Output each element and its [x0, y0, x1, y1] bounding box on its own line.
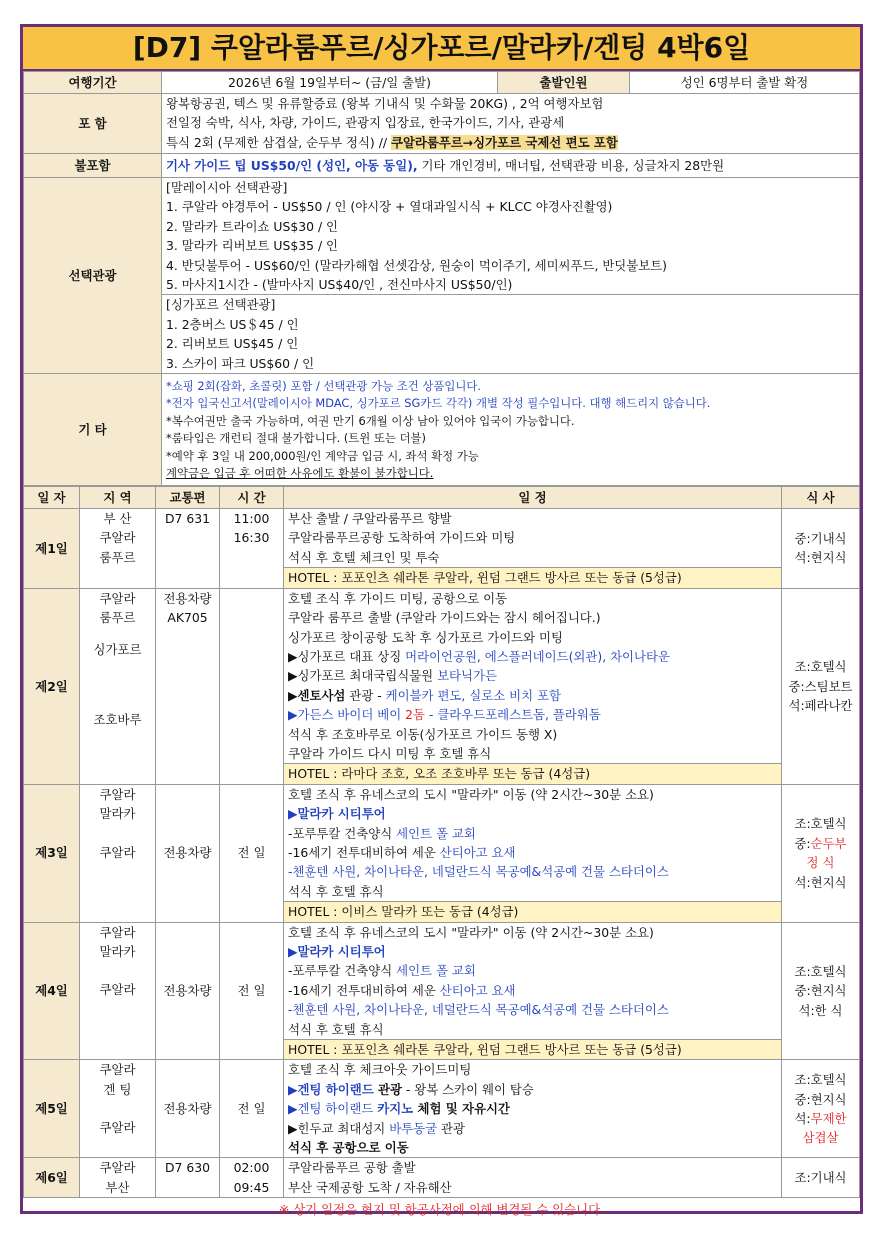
- place-text: 쿠알라: [99, 1120, 136, 1136]
- day4-trans: 전용차량: [156, 922, 220, 1060]
- include-line: 전일정 숙박, 식사, 차량, 가이드, 관광지 입장료, 한국가이드, 기사, 관광세: [166, 115, 565, 131]
- time-text: 02:00: [233, 1160, 270, 1176]
- meal-text: 석:현지식: [794, 550, 847, 566]
- day1-hotel: HOTEL : 포포인츠 쉐라톤 쿠알라, 윈덤 그랜드 방사르 또는 동급 (5성급): [284, 568, 782, 588]
- day1-plan: [284, 509, 782, 568]
- plan-highlight: 산티아고 요새: [439, 844, 516, 860]
- place-text: 쿠알라: [99, 786, 136, 802]
- option-item: 3. 말라카 리버보트 US$35 / 인: [166, 238, 339, 254]
- plan-text: 관광 -: [345, 687, 386, 703]
- option-item: 5. 마사지1시간 - (발마사지 US$40/인 , 전신마사지 US$50/인): [166, 277, 513, 293]
- day1-trans: D7 631: [156, 509, 220, 589]
- include-line: [166, 133, 855, 152]
- day1-time: [220, 509, 284, 589]
- plan-line: 석식 후 조호바루로 이동(싱가포르 가이드 동행 X): [288, 726, 558, 742]
- plan-text: ▶센토사섬: [288, 687, 346, 703]
- day2-label: 제2일: [24, 588, 80, 784]
- time-text: 16:30: [233, 530, 270, 546]
- meal-text: 조:호텔식: [794, 963, 847, 979]
- option-item: 2. 말라카 트라이쇼 US$30 / 인: [166, 218, 339, 234]
- meal-text: 중:스팀보트: [788, 678, 853, 694]
- meal-text: 석:현지식: [794, 874, 847, 890]
- plan-line: 호텔 조식 후 유네스코의 도시 "말라카" 이동 (약 2시간~30분 소요): [288, 924, 654, 940]
- plan-highlight: 세인트 폴 교회: [396, 963, 476, 979]
- day1-label: 제1일: [24, 509, 80, 589]
- day6-place: [80, 1158, 156, 1198]
- page-title: [D7] 쿠알라룸푸르/싱가포르/말라카/겐팅 4박6일: [23, 27, 860, 71]
- meal-prefix: 석:: [794, 1110, 811, 1126]
- place-text: 쿠알라: [99, 982, 136, 998]
- plan-line: 호텔 조식 후 가이드 미팅, 공항으로 이동: [288, 590, 508, 606]
- day1-place: [80, 509, 156, 589]
- place-text: 쿠알라: [99, 1160, 136, 1176]
- plan-line: ▶말라카 시티투어: [288, 806, 386, 822]
- day3-trans: 전용차량: [156, 784, 220, 922]
- day4-label: 제4일: [24, 922, 80, 1060]
- day6-meal: 조:기내식: [782, 1158, 860, 1198]
- plan-highlight: 카지노: [377, 1101, 414, 1117]
- place-text: 말라카: [99, 806, 136, 822]
- pax-label: 출발인원: [498, 72, 630, 94]
- meal-text: 조:호텔식: [794, 816, 847, 832]
- footnote: ※ 상기 일정은 현지 및 항공사정에 의해 변경될 수 있습니다.: [278, 1202, 605, 1218]
- plan-text: ▶싱가포르 최대국립식물원: [288, 668, 438, 684]
- plan-line: [288, 961, 777, 980]
- day3-time: 전 일: [220, 784, 284, 922]
- place-text: 쿠알라: [99, 924, 136, 940]
- day2-trans: [156, 588, 220, 784]
- plan-text: 관광: [437, 1120, 465, 1136]
- day6-trans: D7 630: [156, 1158, 220, 1198]
- plan-text: -16세기 전투대비하여 세운: [288, 844, 440, 860]
- options-singapore: [162, 295, 860, 374]
- itinerary-document: [20, 24, 863, 1218]
- day4-time: 전 일: [220, 922, 284, 1060]
- plan-highlight: 세인트 폴 교회: [396, 825, 476, 841]
- exclude-content: [162, 154, 860, 178]
- meal-text: 조:호텔식: [794, 659, 847, 675]
- plan-line: [288, 647, 777, 666]
- option-item: 1. 쿠알라 야경투어 - US$50 / 인 (야시장 + 열대과일시식 + KLCC 야경사진촬영): [166, 199, 613, 215]
- exclude-tip-highlight: 기사 가이드 팁 US$50/인 (성인, 아동 동일),: [166, 157, 418, 173]
- options-singapore-title: [싱가포르 선택관광]: [166, 297, 276, 313]
- etc-content: [162, 374, 860, 486]
- plan-line: 석식 후 호텔 체크인 및 투숙: [288, 549, 440, 565]
- plan-highlight: ▶겐팅 하이랜드: [288, 1101, 378, 1117]
- plan-line: 싱가포르 창이공항 도착 후 싱가포르 가이드와 미팅: [288, 629, 563, 645]
- trans-text: AK705: [167, 610, 208, 626]
- place-text: 말라카: [99, 944, 136, 959]
- exclude-rest: 기타 개인경비, 매너팁, 선택관광 비용, 싱글차지 28만원: [417, 157, 725, 173]
- include-meals: 특식 2회 (무제한 삼겹살, 순두부 정식) //: [166, 134, 391, 150]
- etc-line: *쇼핑 2회(잡화, 초콜릿) 포함 / 선택관광 가능 조건 상품입니다.: [166, 379, 481, 394]
- day5-time: 전 일: [220, 1060, 284, 1158]
- day5-plan: [284, 1060, 782, 1158]
- day2-place: [80, 588, 156, 784]
- etc-line: *전자 입국신고서(말레이시아 MDAC, 싱가포르 SG카드 각각) 개별 작성 필수입니다. 대행 해드리지 않습니다.: [166, 396, 711, 411]
- day4-plan: [284, 922, 782, 1039]
- day6-plan: [284, 1158, 782, 1198]
- etc-line: 계약금은 입금 후 어떠한 사유에도 환불이 불가합니다.: [166, 466, 434, 481]
- sched-head-place: 지 역: [80, 487, 156, 509]
- day2-hotel: HOTEL : 라마다 조호, 오조 조호바루 또는 동급 (4성급): [284, 764, 782, 784]
- day1-meal: [782, 509, 860, 589]
- plan-line: [288, 824, 777, 843]
- day6-label: 제6일: [24, 1158, 80, 1198]
- include-content: [162, 94, 860, 154]
- etc-label: 기 타: [24, 374, 162, 486]
- etc-line: *복수여권만 출국 가능하며, 여권 만기 6개월 이상 남아 있어야 입국이 가능합니다.: [166, 413, 575, 428]
- day4-hotel: HOTEL : 포포인츠 쉐라톤 쿠알라, 윈덤 그랜드 방사르 또는 동급 (5성급): [284, 1040, 782, 1060]
- plan-line: 석식 후 공항으로 이동: [288, 1140, 409, 1156]
- plan-line: 석식 후 호텔 휴식: [288, 1021, 384, 1037]
- plan-text: -포루투칼 건축양식: [288, 825, 397, 841]
- day5-trans: 전용차량: [156, 1060, 220, 1158]
- option-item: 3. 스카이 파크 US$60 / 인: [166, 355, 315, 371]
- day3-place: [80, 784, 156, 922]
- etc-line: *룸타입은 개런티 절대 불가합니다. (트윈 또는 더블): [166, 431, 426, 446]
- day5-meal: [782, 1060, 860, 1158]
- place-text: 싱가포르: [93, 641, 142, 657]
- plan-highlight: 머라이언공원, 에스플러네이드(외관), 차이나타운: [405, 648, 670, 664]
- plan-line: [288, 981, 777, 1000]
- plan-highlight: 산티아고 요새: [439, 982, 516, 998]
- plan-text: -16세기 전투대비하여 세운: [288, 982, 440, 998]
- plan-highlight: - 클라우드포레스트돔, 플라워돔: [424, 707, 601, 723]
- trans-text: 전용차량: [163, 590, 212, 606]
- time-text: 09:45: [233, 1179, 270, 1195]
- meal-text: 석:한 식: [798, 1002, 843, 1018]
- etc-line: *예약 후 3일 내 200,000원/인 계약금 입금 시, 좌석 확정 가능: [166, 448, 479, 463]
- include-line: 왕복항공권, 텍스 및 유류할증료 (왕복 기내식 및 수화물 20KG) , 2억 여행자보험: [166, 96, 604, 111]
- plan-line: [288, 666, 777, 685]
- place-text: 쿠알라: [99, 590, 136, 606]
- day2-plan: [284, 588, 782, 764]
- plan-highlight: 케이블카 편도, 실로소 비치 포함: [385, 687, 561, 703]
- plan-line: 쿠알라룸푸르 공항 출발: [288, 1160, 416, 1176]
- plan-text: -포루투칼 건축양식: [288, 963, 397, 979]
- period-value: 2026년 6월 19일부터~ (금/일 출발): [162, 72, 498, 94]
- day5-place: [80, 1060, 156, 1158]
- plan-highlight: 바투동굴: [389, 1120, 438, 1136]
- include-flight-highlight: 쿠알라룸푸르→싱가포르 국제선 편도 포함: [390, 134, 618, 150]
- place-text: 룸푸르: [99, 610, 136, 626]
- sched-head-trans: 교통편: [156, 487, 220, 509]
- sched-head-time: 시 간: [220, 487, 284, 509]
- day4-meal: [782, 922, 860, 1060]
- time-text: 11:00: [233, 511, 270, 527]
- day3-plan: [284, 784, 782, 901]
- plan-line: [288, 686, 777, 705]
- plan-text: ▶싱가포르 대표 상징: [288, 648, 406, 664]
- plan-highlight: 보타닉가든: [437, 668, 497, 684]
- plan-line: 쿠알라 룸푸르 출발 (쿠알라 가이드와는 잠시 헤어집니다.): [288, 610, 601, 626]
- day3-hotel: HOTEL : 이비스 말라카 또는 동급 (4성급): [284, 902, 782, 922]
- meal-prefix: 중:: [794, 835, 811, 851]
- place-text: 부산: [105, 1179, 130, 1195]
- plan-line: 쿠알라 가이드 다시 미팅 후 호텔 휴식: [288, 745, 492, 761]
- info-table: [23, 71, 860, 486]
- day6-time: [220, 1158, 284, 1198]
- exclude-label: 불포함: [24, 154, 162, 178]
- meal-text: [786, 834, 855, 853]
- plan-line: 호텔 조식 후 유네스코의 도시 "말라카" 이동 (약 2시간~30분 소요): [288, 786, 654, 802]
- place-text: 부 산: [103, 511, 132, 527]
- options-label: 선택관광: [24, 178, 162, 374]
- include-label: 포 함: [24, 94, 162, 154]
- sched-head-day: 일 자: [24, 487, 80, 509]
- day2-meal: [782, 588, 860, 784]
- plan-line: 쿠알라룸푸르공항 도착하여 가이드와 미팅: [288, 530, 516, 546]
- plan-line: -첸훈텐 사원, 차이나타운, 네덜란드식 목공예&석공예 건물 스타더이스: [288, 864, 669, 880]
- plan-line: [288, 843, 777, 862]
- plan-line: [288, 1119, 777, 1138]
- option-item: 2. 리버보트 US$45 / 인: [166, 336, 299, 352]
- day3-meal: [782, 784, 860, 922]
- meal-text: 중:현지식: [794, 983, 847, 999]
- place-text: 조호바루: [93, 711, 142, 727]
- meal-text: 석:페라나칸: [788, 697, 853, 713]
- day2-time: [220, 588, 284, 784]
- plan-highlight-red: 2돔: [405, 707, 425, 723]
- plan-highlight: ▶겐팅 하이랜드: [288, 1081, 378, 1097]
- pax-value: 성인 6명부터 출발 확정: [630, 72, 860, 94]
- place-text: 쿠알라: [99, 844, 136, 860]
- meal-special: 정 식: [806, 855, 835, 871]
- meal-special: 삼겹살: [802, 1130, 839, 1146]
- plan-line: [288, 1099, 777, 1118]
- meal-text: [786, 1109, 855, 1128]
- sched-head-meal: 식 사: [782, 487, 860, 509]
- plan-line: ▶말라카 시티투어: [288, 944, 386, 959]
- day4-place: [80, 922, 156, 1060]
- plan-line: [288, 1080, 777, 1099]
- place-text: 쿠알라: [99, 1062, 136, 1078]
- meal-special: 순두부: [810, 835, 847, 851]
- day5-label: 제5일: [24, 1060, 80, 1158]
- place-text: 쿠알라: [99, 530, 136, 546]
- schedule-table: [23, 486, 860, 1198]
- options-malaysia: [162, 178, 860, 295]
- plan-line: [288, 705, 777, 724]
- plan-line: -첸훈텐 사원, 차이나타운, 네덜란드식 목공예&석공예 건물 스타더이스: [288, 1002, 669, 1018]
- options-malaysia-title: [말레이시아 선택관광]: [166, 180, 288, 195]
- plan-line: 석식 후 호텔 휴식: [288, 883, 384, 899]
- sched-head-plan: 일 정: [284, 487, 782, 509]
- meal-text: 조:호텔식: [794, 1072, 847, 1088]
- option-item: 1. 2층버스 US＄45 / 인: [166, 316, 299, 332]
- plan-highlight: ▶가든스 바이더 베이: [288, 707, 406, 723]
- meal-special: 무제한: [810, 1110, 847, 1126]
- place-text: 룸푸르: [99, 549, 136, 565]
- meal-text: 중:현지식: [794, 1091, 847, 1107]
- plan-text: 체험 및 자유시간: [413, 1101, 510, 1117]
- meal-text: 중:기내식: [794, 530, 847, 546]
- period-label: 여행기간: [24, 72, 162, 94]
- plan-line: 부산 국제공항 도착 / 자유해산: [288, 1179, 452, 1195]
- plan-text: ▶힌두교 최대성지: [288, 1120, 390, 1136]
- plan-text: 관광: [377, 1081, 402, 1097]
- place-text: 겐 팅: [103, 1081, 132, 1097]
- plan-line: 호텔 조식 후 체크아웃 가이드미팅: [288, 1062, 472, 1078]
- option-item: 4. 반딧불투어 - US$60/인 (말라카해협 선셋감상, 원숭이 먹이주기, 세미씨푸드, 반딧불보트): [166, 257, 668, 273]
- day3-label: 제3일: [24, 784, 80, 922]
- plan-text: - 왕복 스카이 웨이 탑승: [401, 1081, 534, 1097]
- plan-line: 부산 출발 / 쿠알라룸푸르 향발: [288, 511, 452, 527]
